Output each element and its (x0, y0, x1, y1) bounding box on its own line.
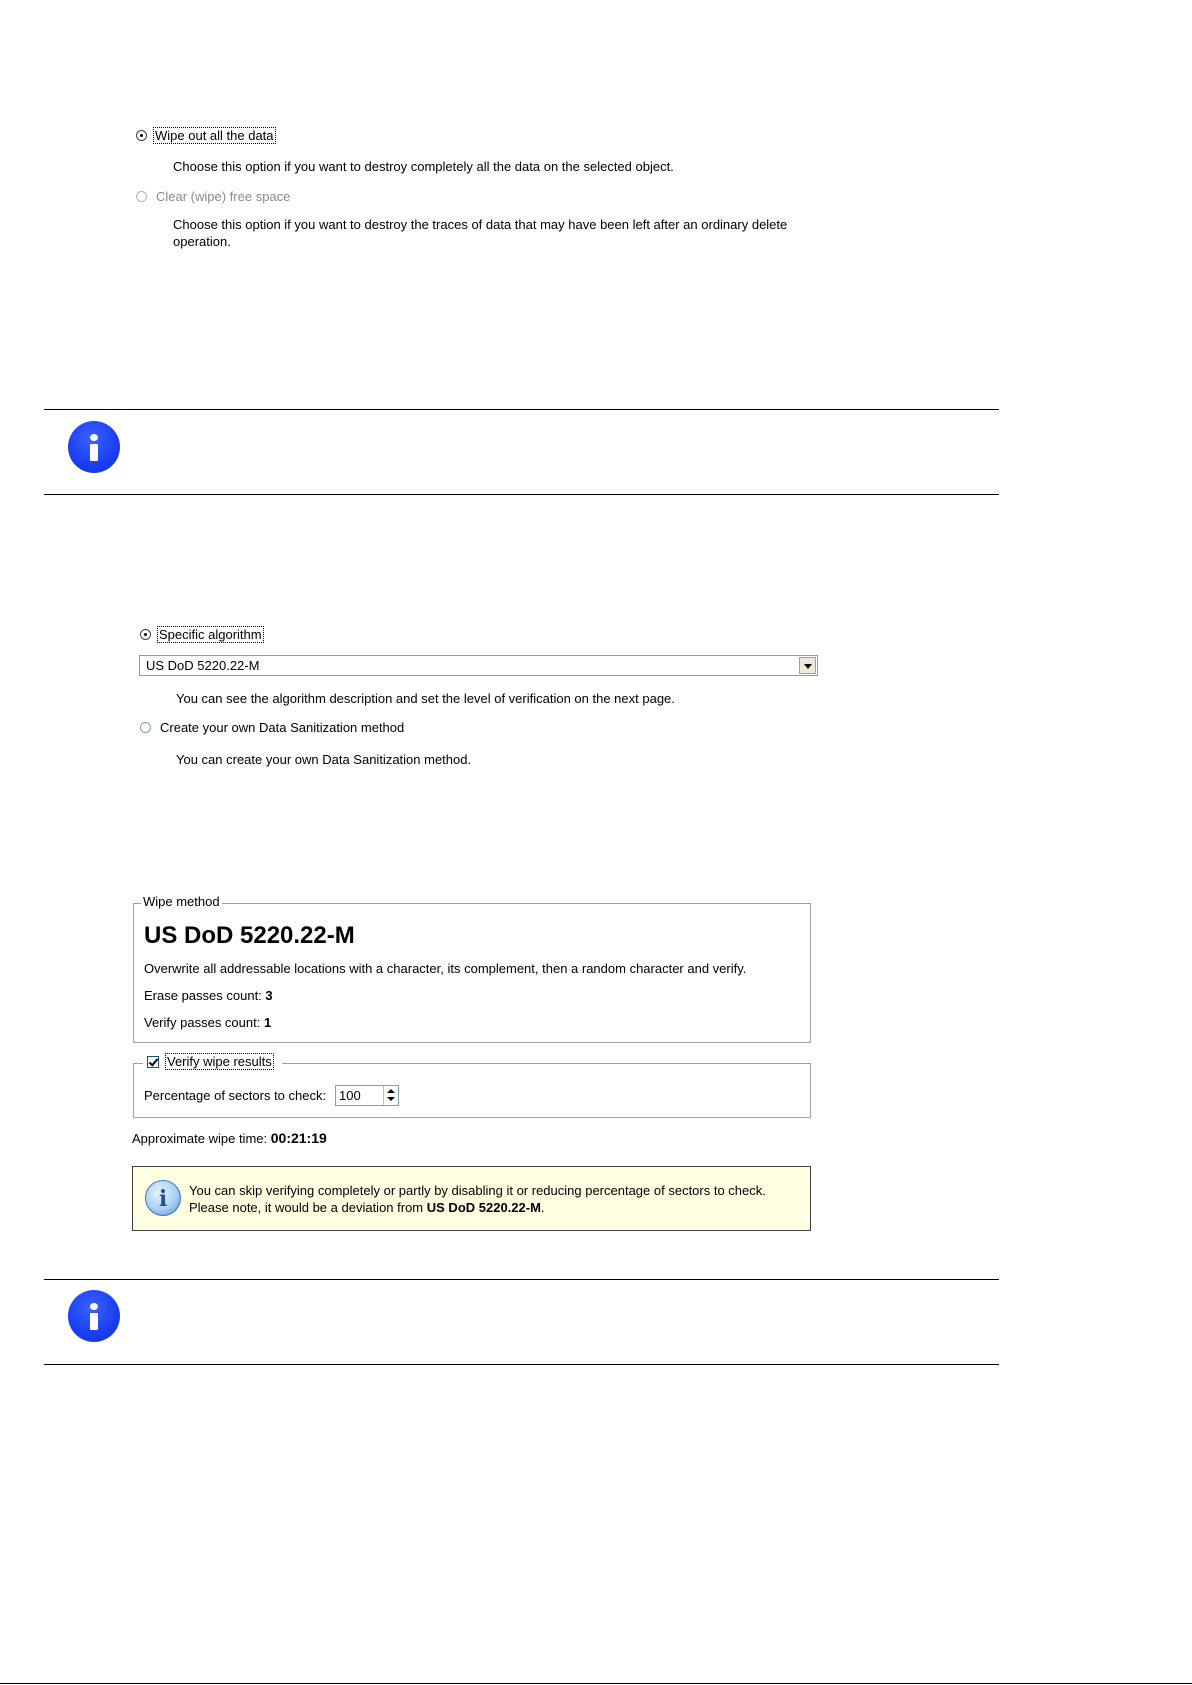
percentage-label: Percentage of sectors to check: (144, 1088, 327, 1103)
create-method-radio[interactable] (140, 722, 151, 733)
tip-line-2-prefix: Please note, it would be a deviation from (189, 1200, 424, 1215)
wipe-method-legend: Wipe method (143, 894, 220, 909)
verify-wipe-label[interactable]: Verify wipe results (167, 1054, 272, 1069)
info-tip-icon: i (145, 1180, 181, 1216)
tip-line-2 (189, 1200, 545, 1215)
create-method-description: You can create your own Data Sanitization method. (176, 752, 472, 767)
specific-algorithm-radio[interactable] (140, 629, 151, 640)
verify-passes-row (144, 1015, 271, 1030)
wipe-method-name: US DoD 5220.22-M (144, 922, 355, 949)
algorithm-select[interactable] (139, 655, 818, 676)
clear-free-space-description-1: Choose this option if you want to destroy the traces of data that may have been left after an ordinary delete (173, 217, 788, 232)
page-footer-rule (0, 1683, 1192, 1684)
approx-time-value: 00:21:19 (270, 1130, 327, 1146)
wipe-method-description: Overwrite all addressable locations with a character, its complement, then a random character and verify. (144, 961, 747, 976)
clear-free-space-label[interactable]: Clear (wipe) free space (156, 189, 291, 204)
approx-time-label: Approximate wipe time: (132, 1131, 268, 1146)
info-icon (68, 421, 120, 473)
chevron-down-icon[interactable] (799, 657, 816, 674)
tip-box (132, 1166, 811, 1231)
percentage-stepper[interactable] (335, 1085, 399, 1106)
wipe-all-description: Choose this option if you want to destroy completely all the data on the selected object. (173, 159, 674, 174)
percentage-value: 100 (339, 1088, 361, 1103)
verify-passes-value: 1 (263, 1015, 272, 1030)
clear-free-space-radio[interactable] (136, 191, 147, 202)
stepper-buttons[interactable] (383, 1086, 398, 1105)
stepper-up-icon[interactable] (387, 1089, 395, 1093)
wipe-all-label[interactable]: Wipe out all the data (155, 128, 274, 143)
algorithm-select-value: US DoD 5220.22-M (146, 658, 260, 673)
approx-time-row (132, 1130, 327, 1146)
divider-bottom-2 (44, 1364, 999, 1365)
stepper-down-icon[interactable] (387, 1097, 395, 1101)
create-method-label[interactable]: Create your own Data Sanitization method (160, 720, 405, 735)
tip-line-2-bold: US DoD 5220.22-M (426, 1200, 541, 1215)
specific-algorithm-description: You can see the algorithm description and set the level of verification on the next page. (176, 691, 675, 706)
erase-passes-label: Erase passes count: (144, 988, 262, 1003)
divider-top-1 (44, 409, 999, 410)
wipe-all-radio[interactable] (136, 130, 147, 141)
erase-passes-value: 3 (265, 988, 273, 1003)
tip-line-1: You can skip verifying completely or partly by disabling it or reducing percentage of sectors to check. (189, 1183, 766, 1198)
divider-top-2 (44, 1279, 999, 1280)
info-icon-2 (68, 1290, 120, 1342)
tip-line-2-suffix: . (540, 1200, 545, 1215)
specific-algorithm-label[interactable]: Specific algorithm (159, 627, 262, 642)
verify-passes-label: Verify passes count: (144, 1015, 261, 1030)
erase-passes-row (144, 988, 273, 1003)
divider-bottom-1 (44, 494, 999, 495)
clear-free-space-description-2: operation. (173, 234, 231, 249)
verify-wipe-checkbox[interactable] (147, 1056, 159, 1068)
